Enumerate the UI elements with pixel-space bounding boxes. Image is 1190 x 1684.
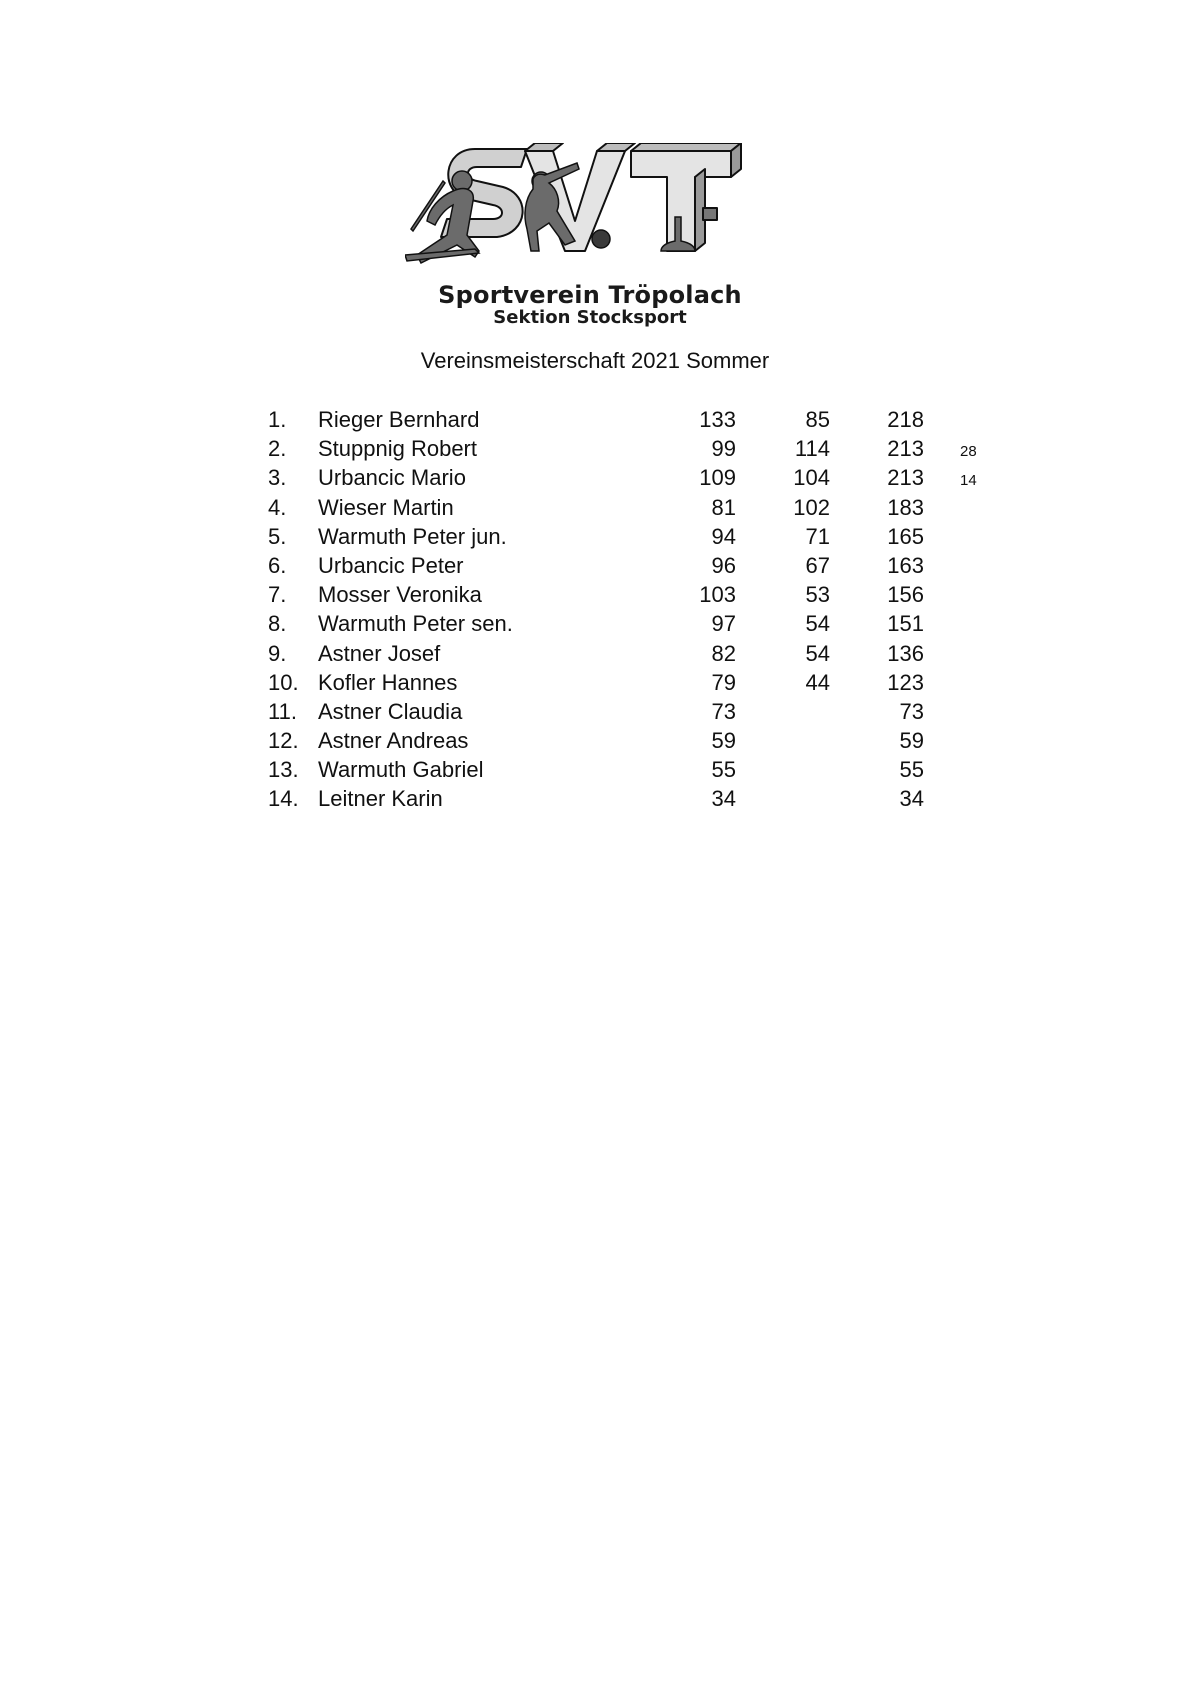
round1-score-cell: 73	[711, 698, 736, 724]
name-cell: Wieser Martin	[318, 494, 454, 520]
round1-score-cell: 96	[711, 552, 736, 578]
total-score-cell: 123	[887, 669, 924, 695]
round1-score-cell: 34	[711, 786, 736, 812]
rank-cell: 1.	[268, 407, 287, 432]
rank-cell: 3.	[268, 465, 287, 491]
table-row	[0, 405, 1190, 434]
table-row	[0, 522, 1190, 551]
rank-cell: 9.	[268, 640, 287, 666]
round1-score-cell: 79	[711, 669, 736, 695]
round2-score-cell: 53	[805, 582, 830, 608]
total-score-cell: 213	[887, 465, 924, 491]
round2-score-cell: 104	[793, 465, 830, 491]
total-score-cell: 73	[899, 698, 924, 724]
rank-cell: 14.	[268, 786, 299, 812]
name-cell: Kofler Hannes	[318, 669, 458, 695]
rank-cell: 10.	[268, 669, 299, 695]
page-title: Vereinsmeisterschaft 2021 Sommer	[420, 348, 770, 373]
round2-score-cell: 54	[805, 640, 830, 666]
club-logo	[405, 143, 795, 328]
table-row	[0, 580, 1190, 609]
table-row	[0, 463, 1190, 492]
svt-logo-graphic	[405, 143, 795, 293]
table-row	[0, 434, 1190, 463]
name-cell: Mosser Veronika	[318, 582, 482, 608]
name-cell: Astner Claudia	[318, 698, 463, 724]
total-score-cell: 156	[887, 582, 924, 608]
club-name: Sportverein Tröpolach	[438, 281, 742, 309]
rank-cell: 4.	[268, 494, 287, 520]
table-row	[0, 609, 1190, 638]
round1-score-cell: 103	[699, 582, 736, 608]
name-cell: Warmuth Gabriel	[318, 757, 484, 783]
round1-score-cell: 133	[699, 407, 736, 432]
total-score-cell: 218	[887, 407, 924, 432]
table-row	[0, 697, 1190, 726]
rank-cell: 11.	[268, 698, 297, 724]
rank-cell: 2.	[268, 436, 287, 462]
rank-cell: 8.	[268, 611, 287, 637]
rank-cell: 7.	[268, 582, 287, 608]
round2-score-cell: 102	[793, 494, 830, 520]
total-score-cell: 34	[899, 786, 924, 812]
round1-score-cell: 82	[711, 640, 736, 666]
name-cell: Astner Josef	[318, 640, 441, 666]
round1-score-cell: 55	[711, 757, 736, 783]
name-cell: Urbancic Peter	[318, 552, 464, 578]
round2-score-cell: 85	[805, 407, 830, 432]
rank-cell: 13.	[268, 757, 299, 783]
tiebreak-note-cell: 28	[960, 443, 977, 461]
total-score-cell: 213	[887, 436, 924, 462]
rank-cell: 12.	[268, 728, 299, 754]
round2-score-cell: 114	[794, 436, 830, 462]
total-score-cell: 163	[887, 552, 924, 578]
round1-score-cell: 94	[711, 523, 736, 549]
name-cell: Astner Andreas	[318, 728, 469, 754]
round2-score-cell: 67	[805, 552, 830, 578]
round1-score-cell: 97	[711, 611, 736, 637]
round2-score-cell: 71	[805, 523, 830, 549]
name-cell: Warmuth Peter sen.	[318, 611, 513, 637]
table-row	[0, 784, 1190, 813]
round2-score-cell: 54	[805, 611, 830, 637]
name-cell: Stuppnig Robert	[318, 436, 477, 462]
table-row	[0, 755, 1190, 784]
table-row	[0, 668, 1190, 697]
round1-score-cell: 109	[699, 465, 736, 491]
total-score-cell: 165	[887, 523, 924, 549]
total-score-cell: 151	[887, 611, 924, 637]
total-score-cell: 183	[887, 494, 924, 520]
name-cell: Warmuth Peter jun.	[318, 523, 507, 549]
total-score-cell: 136	[887, 640, 924, 666]
rank-cell: 6.	[268, 552, 287, 578]
name-cell: Leitner Karin	[318, 786, 443, 812]
results-table	[0, 405, 1190, 814]
tiebreak-note-cell: 14	[960, 472, 977, 490]
round1-score-cell: 99	[711, 436, 736, 462]
round2-score-cell: 44	[805, 669, 830, 695]
round1-score-cell: 81	[711, 494, 736, 520]
club-section: Sektion Stocksport	[493, 307, 687, 328]
table-row	[0, 726, 1190, 755]
total-score-cell: 59	[899, 728, 924, 754]
name-cell: Urbancic Mario	[318, 465, 466, 491]
table-row	[0, 639, 1190, 668]
rank-cell: 5.	[268, 523, 287, 549]
name-cell: Rieger Bernhard	[318, 407, 480, 432]
table-row	[0, 551, 1190, 580]
round1-score-cell: 59	[711, 728, 736, 754]
total-score-cell: 55	[899, 757, 924, 783]
table-row	[0, 493, 1190, 522]
